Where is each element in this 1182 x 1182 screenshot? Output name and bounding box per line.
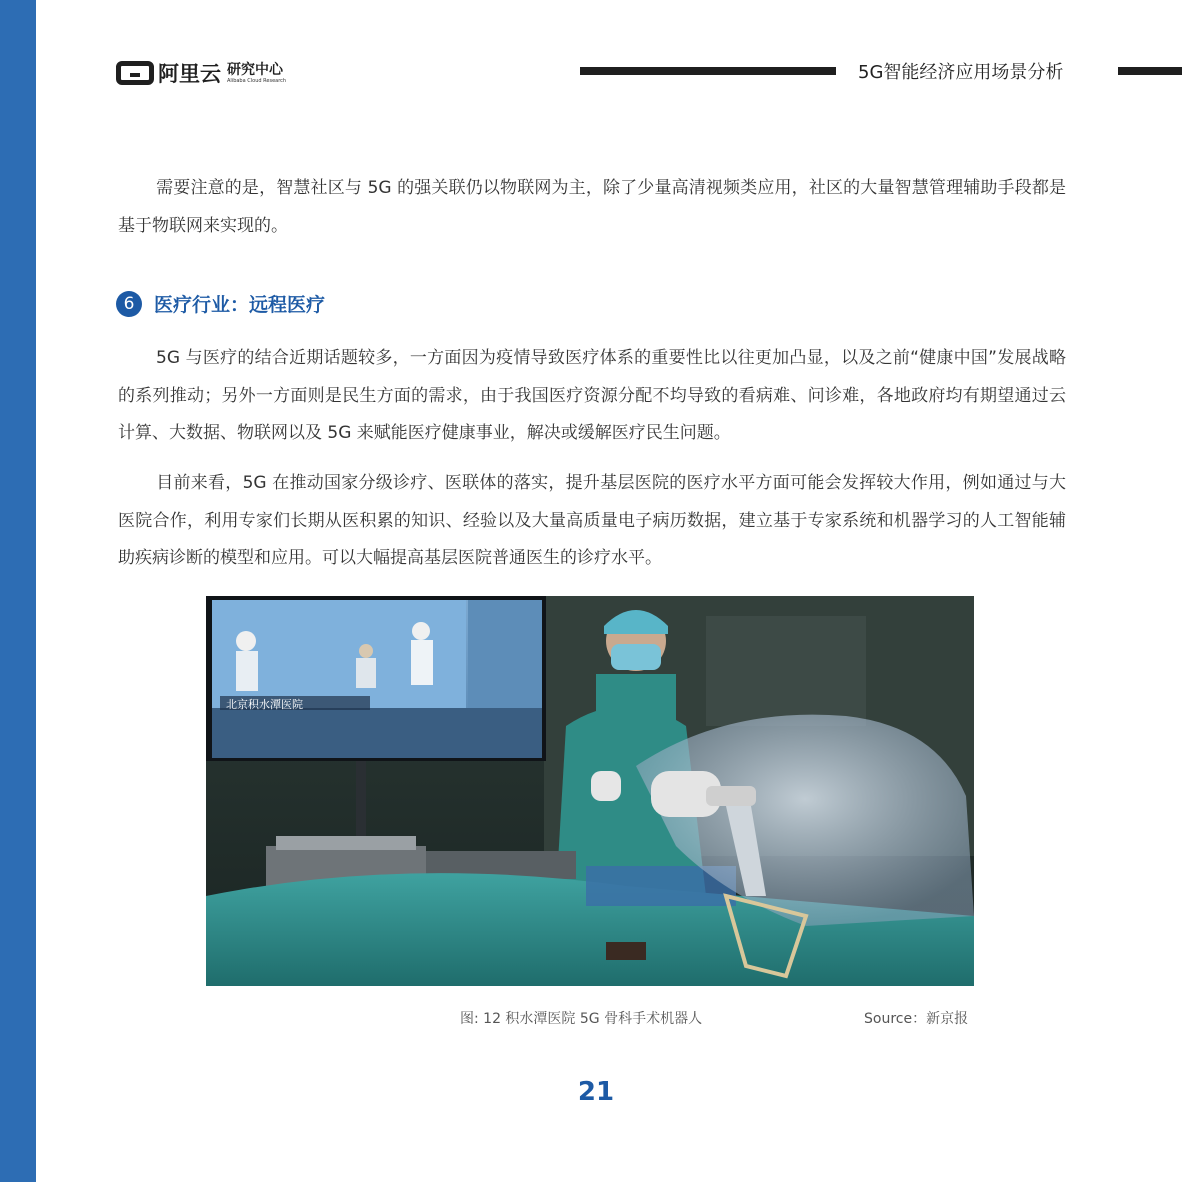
report-title: 5G智能经济应用场景分析 [858, 62, 1064, 83]
section-heading [116, 290, 325, 317]
logo-name: 阿里云 [158, 62, 221, 86]
side-bar [0, 0, 36, 1182]
section-number-badge: 6 [116, 291, 142, 317]
logo-english: Alibaba Cloud Research [227, 77, 287, 84]
company-logo [116, 58, 286, 88]
logo-subtitle: 研究中心 [227, 61, 283, 78]
page-number: 21 [577, 1077, 615, 1107]
paragraph-1: 5G 与医疗的结合近期话题较多，一方面因为疫情导致医疗体系的重要性比以往更加凸显，以及之前“健康中国”发展战略的系列推动；另外一方面则是民生方面的需求，由于我国医疗资源分配不均导致的看病难、问诊难，各地政府均有期望通过云计算、大数据、物联网以及 5G 来赋能医疗健康事业，解决或缓解医疗民生问题。 [118, 348, 1066, 443]
header-divider-left [580, 67, 836, 75]
paragraph-2: 目前来看，5G 在推动国家分级诊疗、医联体的落实，提升基层医院的医疗水平方面可能会发挥较大作用，例如通过与大医院合作，利用专家们长期从医积累的知识、经验以及大量高质量电子病历数据，建立基于专家系统和机器学习的人工智能辅助疾病诊断的模型和应用。可以大幅提高基层医院普通医生的诊疗水平。 [118, 473, 1066, 568]
header-divider-right [1118, 67, 1182, 75]
figure-source: Source：新京报 [864, 1011, 969, 1027]
figure-caption: 图: 12 积水潭医院 5G 骨科手术机器人 [460, 1011, 703, 1027]
section-title: 医疗行业：远程医疗 [154, 294, 326, 316]
surgery-robot-photo [206, 596, 974, 986]
alibaba-cloud-icon [116, 61, 154, 85]
monitor-overlay-text: 北京积水潭医院 [226, 698, 303, 711]
intro-paragraph: 需要注意的是，智慧社区与 5G 的强关联仍以物联网为主，除了少量高清视频类应用，社区的大量智慧管理辅助手段都是基于物联网来实现的。 [118, 178, 1066, 236]
